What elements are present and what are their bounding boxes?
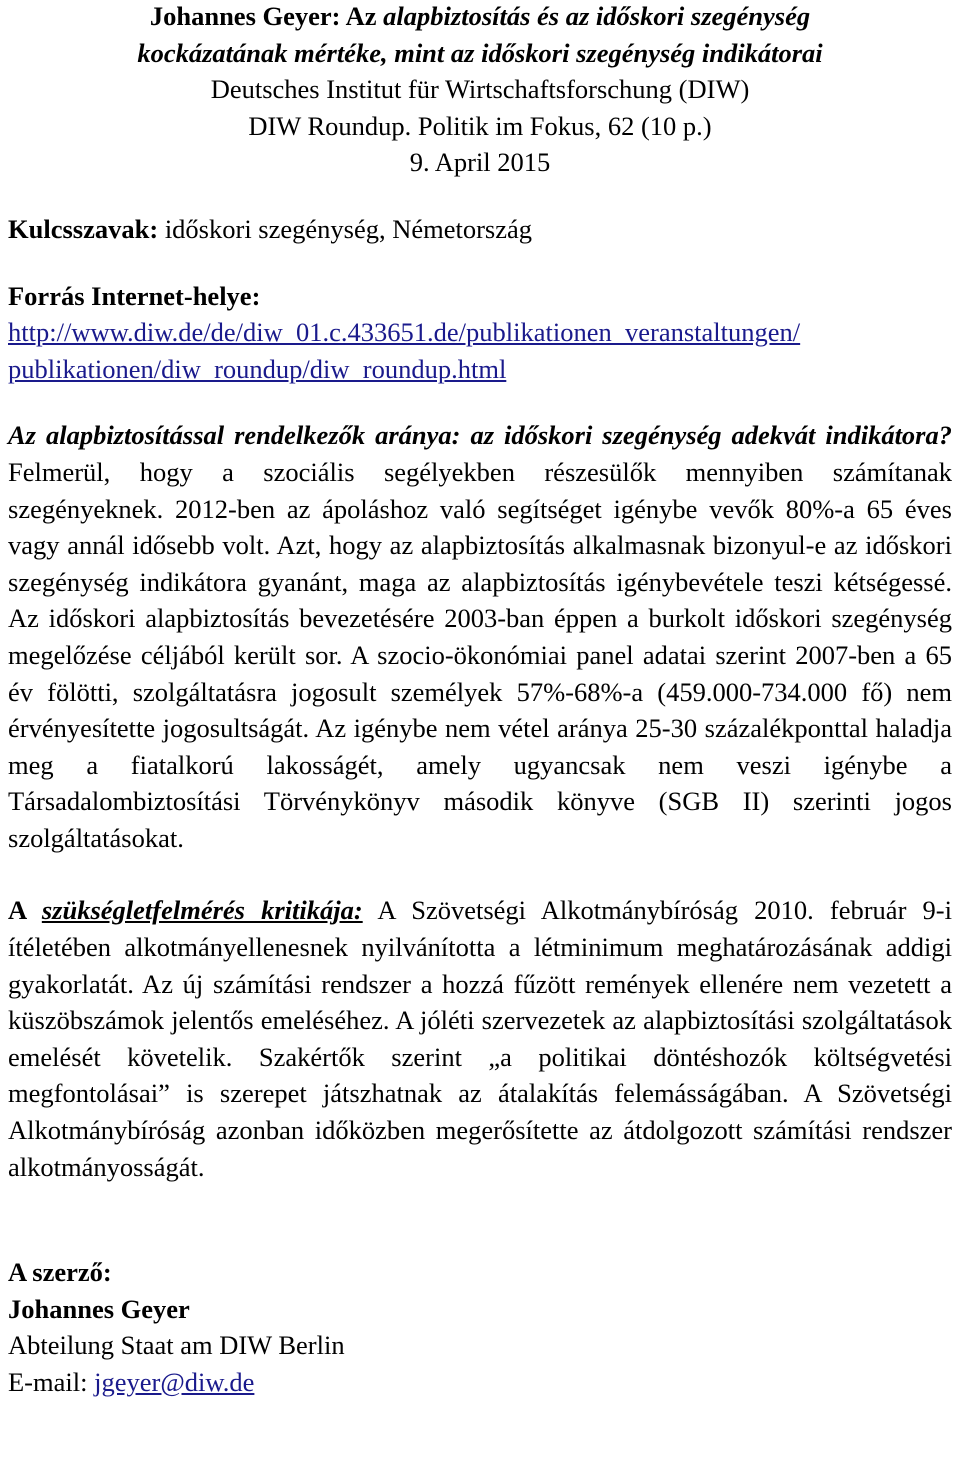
keywords-label: Kulcsszavak: — [8, 213, 159, 244]
author-email-label: E-mail: — [8, 1367, 95, 1397]
section-eligibility-body: Felmerül, hogy a szociális segélyekben részesülők mennyiben számítanak szegényeknek. 2012-ben az ápoláshoz való segítséget igénybe vevők 80%-a 65 éves vagy annál idősebb volt. Azt, hogy az alapbiztosítás alkalmasnak bizonyul-e az időskori szegénység indikátora gyanánt, maga az alapbiztosítás igénybevétele teszi kétségessé. Az időskori alapbiztosítás bevezetésére 2003-ban éppen a burkolt időskori szegénység megelőzése céljából került sor. A szocio-ökonómiai panel adatai szerint 2007-ben a 65 év fölötti, szolgáltatásra jogosult személyek 57%-68%-a (459.000-734.000 fő) nem érvényesítette jogosultságát. Az igénybe nem vétel aránya 25-30 százalékponttal haladja meg a fiatalkorú lakosságét, amely ugyancsak nem veszi igénybe a Társadalombiztosítási Törvénykönyv második könyve (SGB II) szerinti jogos szolgáltatásokat. — [8, 456, 952, 853]
keywords-line — [8, 211, 952, 248]
author-email-line — [8, 1364, 952, 1401]
institute-name: Deutsches Institut für Wirtschaftsforschung (DIW) — [210, 74, 750, 105]
title-line-2: kockázatának mértéke, mint az időskori szegénység indikátorai — [137, 37, 823, 68]
author-department: Abteilung Staat am DIW Berlin — [8, 1330, 345, 1361]
section-eligibility — [8, 417, 952, 856]
author-email-link[interactable]: jgeyer@diw.de — [94, 1367, 255, 1397]
keywords-value: időskori szegénység, Németország — [158, 213, 533, 244]
document-header — [8, 0, 952, 181]
section-needs-heading: szükségletfelmérés kritikája: — [41, 895, 363, 926]
title-italic-part-1: alapbiztosítás és az időskori szegénység — [383, 1, 811, 31]
section-needs-assessment — [8, 892, 952, 1185]
author-label: A szerző: — [8, 1257, 112, 1288]
title-line-1 — [8, 0, 952, 35]
author-name: Johannes Geyer — [8, 1293, 190, 1324]
source-url-link-line-2[interactable]: publikationen/diw_roundup/diw_roundup.html — [8, 353, 507, 384]
source-url-link-line-1[interactable]: http://www.diw.de/de/diw_01.c.433651.de/publikationen_veranstaltungen/ — [8, 317, 801, 348]
section-needs-body: A Szövetségi Alkotmánybíróság 2010. február 9-i ítéletében alkotmányellenesnek nyilvánította a létminimum meghatározásának addigi gyakorlatát. Az új számítási rendszer a hozzá fűzött remények ellenére nem vezetett a küszöbszámok jelentős emeléséhez. A jóléti szervezetek az alapbiztosítási szolgáltatások emelését követelik. Szakértők szerint „a politikai döntéshozók költségvetési megfontolásai” is szerepet játszhatnak az átalakítás felemásságában. A Szövetségi Alkotmánybíróság azonban időközben megerősítette az átdolgozott számítási rendszer alkotmányosságát. — [8, 895, 952, 1182]
title-author: Johannes Geyer: Az — [149, 1, 384, 31]
source-label: Forrás Internet-helye: — [8, 280, 261, 311]
publication-date: 9. April 2015 — [409, 147, 551, 178]
series-info: DIW Roundup. Politik im Fokus, 62 (10 p.) — [248, 110, 712, 141]
section-eligibility-heading: Az alapbiztosítással rendelkezők aránya: az időskori szegénység adekvát indikátora? — [8, 420, 952, 451]
source-url — [8, 314, 952, 387]
section-needs-heading-prefix: A — [8, 895, 42, 926]
author-block — [8, 1254, 952, 1400]
